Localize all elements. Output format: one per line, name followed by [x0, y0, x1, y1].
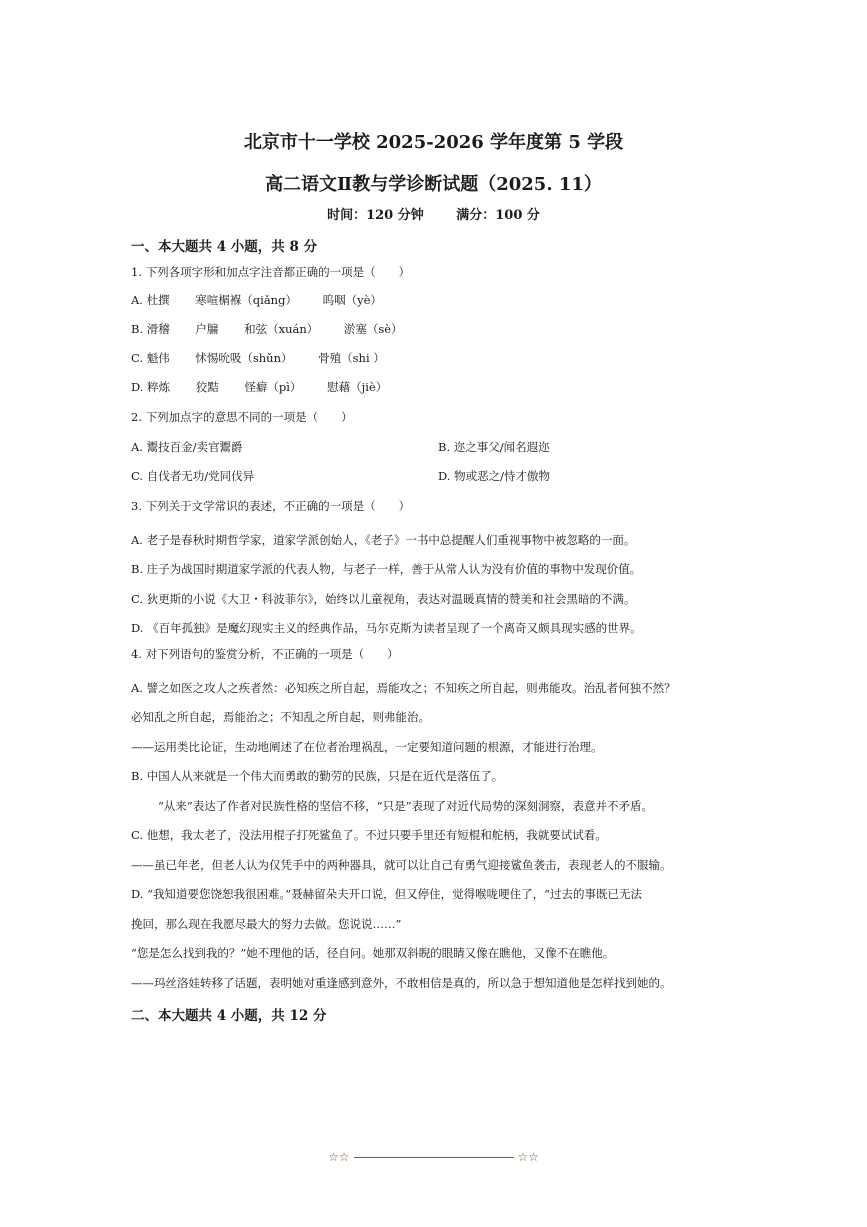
exam-time: 时间：120 分钟: [327, 208, 424, 223]
q1-c-part2: 怵惕吮吸（shǔn）: [195, 351, 293, 365]
q4-option-d-line3: “您是怎么找到我的？”她不理他的话，径自问。她那双斜睨的眼睛又像在瞧他，又像不在瞧他。: [131, 946, 615, 960]
q1-option-d: [131, 379, 409, 395]
page-footer-decoration: [0, 1150, 867, 1164]
q1-a-part3: 呜咽（yè）: [322, 293, 382, 307]
exam-title-line1: 北京市十一学校 2025-2026 学年度第 5 学段: [243, 132, 624, 153]
section1-heading: 一、本大题共 4 小题，共 8 分: [131, 239, 318, 255]
q3-option-d: D. 《百年孤独》是魔幻现实主义的经典作品，马尔克斯为读者呈现了一个离奇又颇具现实感的世界。: [131, 621, 642, 635]
exam-time-score: [0, 204, 867, 223]
q1-stem: 1. 下列各项字形和加点字注音都正确的一项是（ ）: [131, 265, 411, 279]
section2-heading: 二、本大题共 4 小题，共 12 分: [131, 1008, 327, 1024]
q1-b-part4: 淤塞（sè）: [343, 322, 403, 336]
q4-option-a-line1: A. 譬之如医之攻人之疾者然：必知疾之所自起，焉能攻之；不知疾之所自起，则弗能攻。治乱者何独不然？: [131, 681, 676, 695]
q1-option-c: [131, 350, 407, 366]
footer-rule: [354, 1157, 514, 1158]
q2-option-b: B. 迩之事父/闻名遐迩: [438, 440, 550, 454]
q1-d-part2: 狡黠: [195, 380, 219, 394]
q4-stem: 4. 对下列语句的鉴赏分析，不正确的一项是（ ）: [131, 647, 399, 661]
footer-right-stars: ☆☆: [517, 1150, 540, 1164]
q2-option-d: D. 物或恶之/恃才傲物: [438, 469, 550, 483]
q1-d-part1: D. 粹炼: [131, 380, 171, 394]
q4-option-b-analysis: “从来”表达了作者对民族性格的坚信不移，“只是”表现了对近代局势的深刻洞察，表意并不矛盾。: [158, 799, 654, 813]
q1-b-part3: 和弦（xuán）: [244, 322, 319, 336]
q2-option-c: C. 自伐者无功/党同伐异: [131, 469, 255, 483]
q1-a-part2: 寒喧榍褓（qiǎng）: [195, 293, 297, 307]
q1-a-part1: A. 杜撰: [131, 293, 170, 307]
q1-b-part2: 户牖: [195, 322, 219, 336]
q1-c-part1: C. 魁伟: [131, 351, 170, 365]
q1-c-part3: 骨殖（shi ）: [318, 351, 385, 365]
q3-option-b: B. 庄子为战国时期道家学派的代表人物，与老子一样，善于从常人认为没有价值的事物中发现价值。: [131, 562, 642, 576]
exam-score: 满分：100 分: [456, 208, 540, 223]
exam-title-line2: 高二语文Ⅱ教与学诊断试题（2025. 11）: [265, 174, 602, 195]
q1-d-part4: 慰藉（jiè）: [327, 380, 388, 394]
q4-option-a-analysis: ——运用类比论证，生动地阐述了在位者治理祸乱，一定要知道问题的根源，才能进行治理。: [131, 740, 603, 754]
q2-stem: 2. 下列加点字的意思不同的一项是（ ）: [131, 410, 353, 424]
q4-option-d-line1: D. “我知道要您饶恕我很困难。”聂赫留朵夫开口说，但又停住，觉得喉咙哽住了，“过去的事既已无法: [131, 887, 643, 901]
q4-option-d-line2: 挽回，那么现在我愿尽最大的努力去做。您说说……”: [131, 917, 402, 931]
footer-left-stars: ☆☆: [327, 1150, 350, 1164]
q4-option-c-analysis: ——虽已年老，但老人认为仅凭手中的两种器具，就可以让自己有勇气迎接鲨鱼袭击，表现老人的不服输。: [131, 858, 672, 872]
q3-option-c: C. 狄更斯的小说《大卫・科波菲尔》，始终以儿童视角，表达对温暖真情的赞美和社会黑暗的不满。: [131, 592, 636, 606]
q1-option-b: [131, 321, 425, 337]
q1-d-part3: 怪癖（pì）: [244, 380, 302, 394]
q2-option-a: A. 鬻技百金/卖官鬻爵: [131, 440, 243, 454]
q3-option-a: A. 老子是春秋时期哲学家，道家学派创始人，《老子》一书中总提醒人们重视事物中被忽略的一面。: [131, 533, 636, 547]
q4-option-a-line2: 必知乱之所自起，焉能治之；不知乱之所自起，则弗能治。: [131, 710, 430, 724]
q1-option-a: [131, 292, 404, 308]
q4-option-d-analysis: ——玛丝洛娃转移了话题，表明她对重逢感到意外，不敢相信是真的，所以急于想知道他是怎样找到她的。: [131, 976, 672, 990]
q4-option-b-line1: B. 中国人从来就是一个伟大而勇敢的勤劳的民族，只是在近代是落伍了。: [131, 769, 504, 783]
q1-b-part1: B. 滑稽: [131, 322, 170, 336]
q4-option-c-line1: C. 他想，我太老了，没法用棍子打死鲨鱼了。不过只要手里还有短棍和舵柄，我就要试试看。: [131, 828, 607, 842]
q3-stem: 3. 下列关于文学常识的表述，不正确的一项是（ ）: [131, 499, 411, 513]
